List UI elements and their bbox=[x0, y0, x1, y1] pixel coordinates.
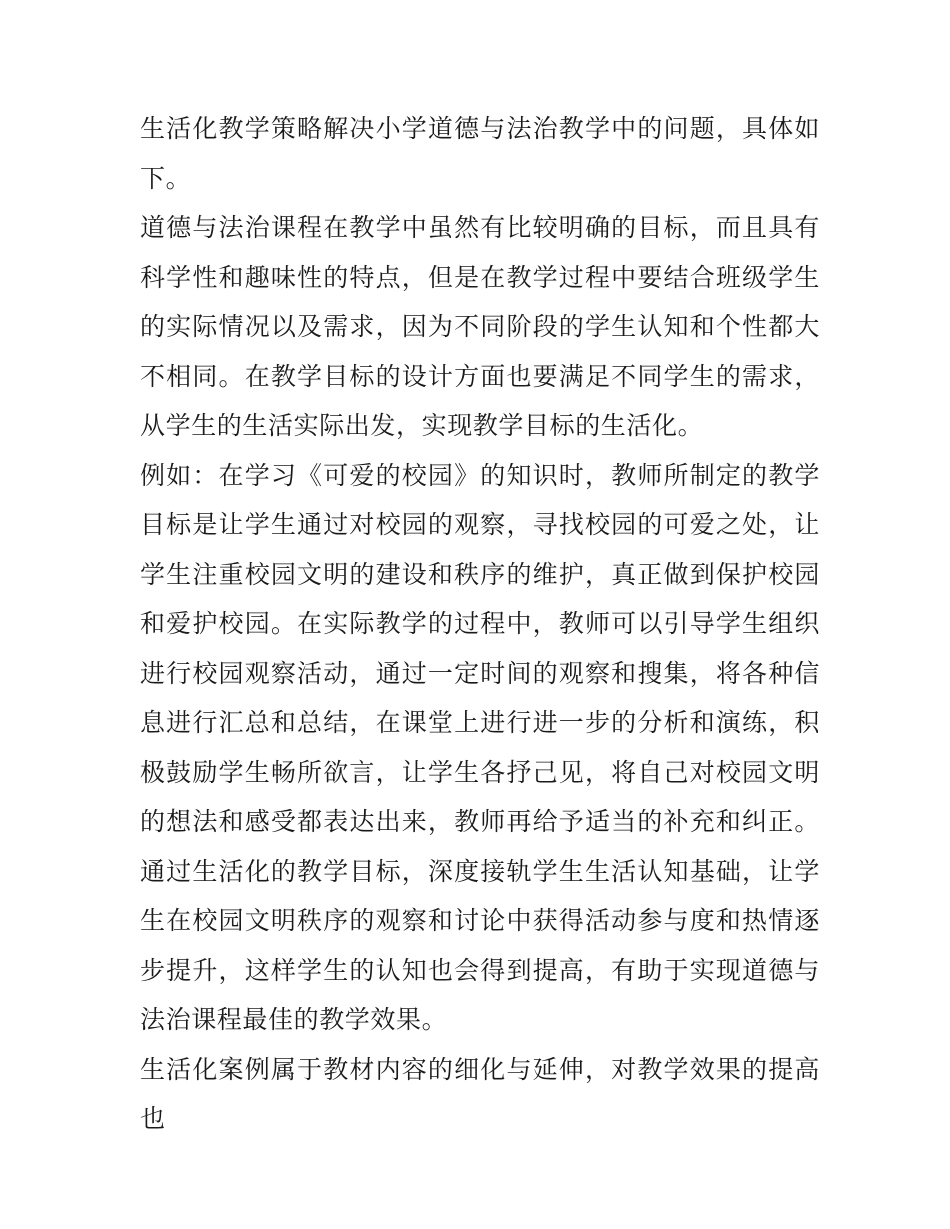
paragraph-example: 例如：在学习《可爱的校园》的知识时，教师所制定的教学目标是让学生通过对校园的观察，寻找校园的可爱之处，让学生注重校园文明的建设和秩序的维护，真正做到保护校园和爱护校园。在实际教学的过程中，教师可以引导学生组织进行校园观察活动，通过一定时间的观察和搜集，将各种信息进行汇总和总结，在课堂上进行进一步的分析和演练，积极鼓励学生畅所欲言，让学生各抒己见，将自己对校园文明的想法和感受都表达出来，教师再给予适当的补充和纠正。通过生活化的教学目标，深度接轨学生生活认知基础，让学生在校园文明秩序的观察和讨论中获得活动参与度和热情逐步提升，这样学生的认知也会得到提高，有助于实现道德与法治课程最佳的教学效果。 bbox=[140, 460, 820, 1034]
paragraph-objectives: 道德与法治课程在教学中虽然有比较明确的目标，而且具有科学性和趣味性的特点，但是在教学过程中要结合班级学生的实际情况以及需求，因为不同阶段的学生认知和个性都大不相同。在教学目标的设计方面也要满足不同学生的需求，从学生的生活实际出发，实现教学目标的生活化。 bbox=[140, 213, 820, 440]
paragraph-cases: 生活化案例属于教材内容的细化与延伸，对教学效果的提高也 bbox=[140, 1054, 820, 1133]
paragraph-intro: 生活化教学策略解决小学道德与法治教学中的问题，具体如下。 bbox=[140, 114, 820, 193]
